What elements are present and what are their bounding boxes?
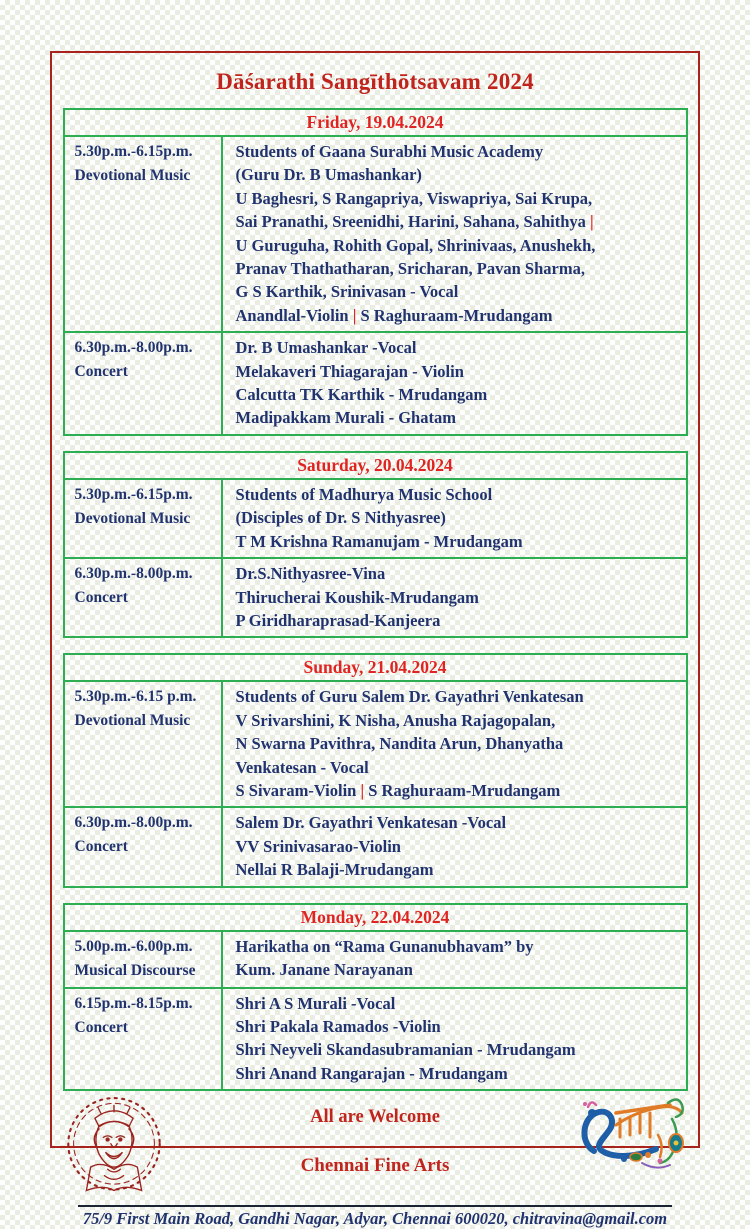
session-row (65, 682, 686, 806)
day-table (63, 451, 688, 638)
performer-line: N Swarna Pavithra, Nandita Arun, Dhanyatha (235, 734, 564, 754)
performer-line: Shri Neyveli Skandasubramanian - Mrudangam (235, 1040, 576, 1060)
session-performers (223, 932, 686, 987)
day-date-header: Monday, 22.04.2024 (65, 905, 686, 932)
chitravina-logo (572, 1091, 692, 1186)
organization-name: Chennai Fine Arts (300, 1155, 450, 1177)
session-time: 6.30p.m.-8.00p.m. (74, 814, 193, 832)
performer-line: U Guruguha, Rohith Gopal, Shrinivaas, Anushekh, (235, 235, 596, 255)
footer (52, 1099, 698, 1199)
performer-line: Dr. B Umashankar -Vocal (235, 338, 417, 358)
separator-pipe: | (352, 305, 357, 325)
session-time-cell (65, 137, 223, 331)
separator-pipe: | (360, 780, 365, 800)
page-title: Dāśarathi Sangīthōtsavam 2024 (216, 69, 534, 94)
session-row (65, 806, 686, 885)
session-time: 5.00p.m.-6.00p.m. (74, 937, 193, 955)
day-table (63, 108, 688, 436)
session-time-cell (65, 808, 223, 885)
performer-line: Anandlal-Violin | S Raghuraam-Mrudangam (235, 305, 553, 325)
performer-line: Salem Dr. Gayathri Venkatesan -Vocal (235, 813, 507, 833)
session-time: 5.30p.m.-6.15p.m. (74, 143, 193, 160)
day-date-header: Saturday, 20.04.2024 (65, 453, 686, 480)
performer-line: (Guru Dr. B Umashankar) (235, 165, 422, 185)
session-time-cell (65, 932, 223, 987)
session-type: Concert (74, 363, 128, 381)
session-type: Devotional Music (74, 167, 191, 184)
performer-line: T M Krishna Ramanujam - Mrudangam (235, 531, 523, 551)
session-row (65, 557, 686, 636)
hanuman-logo (60, 1097, 168, 1199)
session-performers (223, 682, 686, 806)
performer-line: V Srivarshini, K Nisha, Anusha Rajagopalan, (235, 710, 556, 730)
session-type: Devotional Music (74, 509, 191, 527)
performer-line: Students of Gaana Surabhi Music Academy (235, 142, 544, 161)
session-type: Concert (74, 589, 128, 607)
performer-line: Pranav Thathatharan, Sricharan, Pavan Sharma, (235, 259, 585, 279)
session-row (65, 932, 686, 987)
session-time: 6.30p.m.-8.00p.m. (74, 339, 193, 357)
performer-line: S Sivaram-Violin | S Raghuraam-Mrudangam (235, 780, 561, 800)
performer-line: Nellai R Balaji-Mrudangam (235, 860, 434, 880)
session-type: Concert (74, 838, 128, 856)
day-date-header: Friday, 19.04.2024 (65, 110, 686, 137)
session-time-cell (65, 480, 223, 557)
divider-line (78, 1205, 672, 1207)
performer-line: P Giridharaprasad-Kanjeera (235, 610, 441, 630)
performer-line: Sai Pranathi, Sreenidhi, Harini, Sahana, Sahithya | (235, 212, 594, 232)
performer-line: Madipakkam Murali - Ghatam (235, 408, 456, 428)
session-row (65, 480, 686, 557)
poster-border (50, 51, 700, 1229)
session-time: 6.30p.m.-8.00p.m. (74, 565, 193, 583)
performer-line: Kum. Janane Narayanan (235, 959, 413, 979)
session-performers (223, 808, 686, 885)
session-time-cell (65, 682, 223, 806)
performer-line: Venkatesan - Vocal (235, 757, 369, 777)
performer-line: U Baghesri, S Rangapriya, Viswapriya, Sai Krupa, (235, 188, 593, 208)
session-row (65, 331, 686, 434)
welcome-text: All are Welcome (310, 1107, 440, 1128)
performer-line: VV Srinivasarao-Violin (235, 836, 401, 856)
session-performers (223, 480, 686, 557)
session-time: 5.30p.m.-6.15 p.m. (74, 688, 197, 706)
performer-line: Shri Pakala Ramados -Violin (235, 1016, 441, 1036)
day-date-header: Sunday, 21.04.2024 (65, 655, 686, 682)
performer-line: Shri Anand Rangarajan - Mrudangam (235, 1063, 508, 1083)
session-type: Concert (74, 1018, 128, 1036)
schedule (52, 108, 698, 1091)
performer-line: Harikatha on “Rama Gunanubhavam” by (235, 936, 534, 956)
session-time: 6.15p.m.-8.15p.m. (74, 994, 193, 1012)
performer-line: Students of Madhurya Music School (235, 484, 493, 504)
performer-line: Melakaveri Thiagarajan - Violin (235, 361, 464, 381)
session-time-cell (65, 989, 223, 1090)
session-time: 5.30p.m.-6.15p.m. (74, 485, 193, 503)
performer-line: G S Karthik, Srinivasan - Vocal (235, 282, 459, 302)
performer-line: Students of Guru Salem Dr. Gayathri Venkatesan (235, 687, 584, 707)
session-performers (223, 137, 686, 331)
session-row (65, 987, 686, 1090)
separator-pipe: | (590, 212, 594, 232)
performer-line: Shri A S Murali -Vocal (235, 993, 396, 1013)
performer-line: Calcutta TK Karthik - Mrudangam (235, 385, 488, 405)
session-time-cell (65, 333, 223, 434)
session-performers (223, 989, 686, 1090)
day-table (63, 903, 688, 1092)
performer-line: (Disciples of Dr. S Nithyasree) (235, 508, 446, 528)
performer-line: Thirucherai Koushik-Mrudangam (235, 587, 479, 607)
session-type: Devotional Music (74, 712, 191, 730)
performer-line: Dr.S.Nithyasree-Vina (235, 564, 386, 584)
session-time-cell (65, 559, 223, 636)
session-performers (223, 333, 686, 434)
session-row (65, 137, 686, 331)
session-performers (223, 559, 686, 636)
address-line: 75/9 First Main Road, Gandhi Nagar, Adyar, Chennai 600020, chitravina@gmail.com (82, 1209, 668, 1229)
day-table (63, 653, 688, 887)
session-type: Musical Discourse (74, 961, 196, 979)
